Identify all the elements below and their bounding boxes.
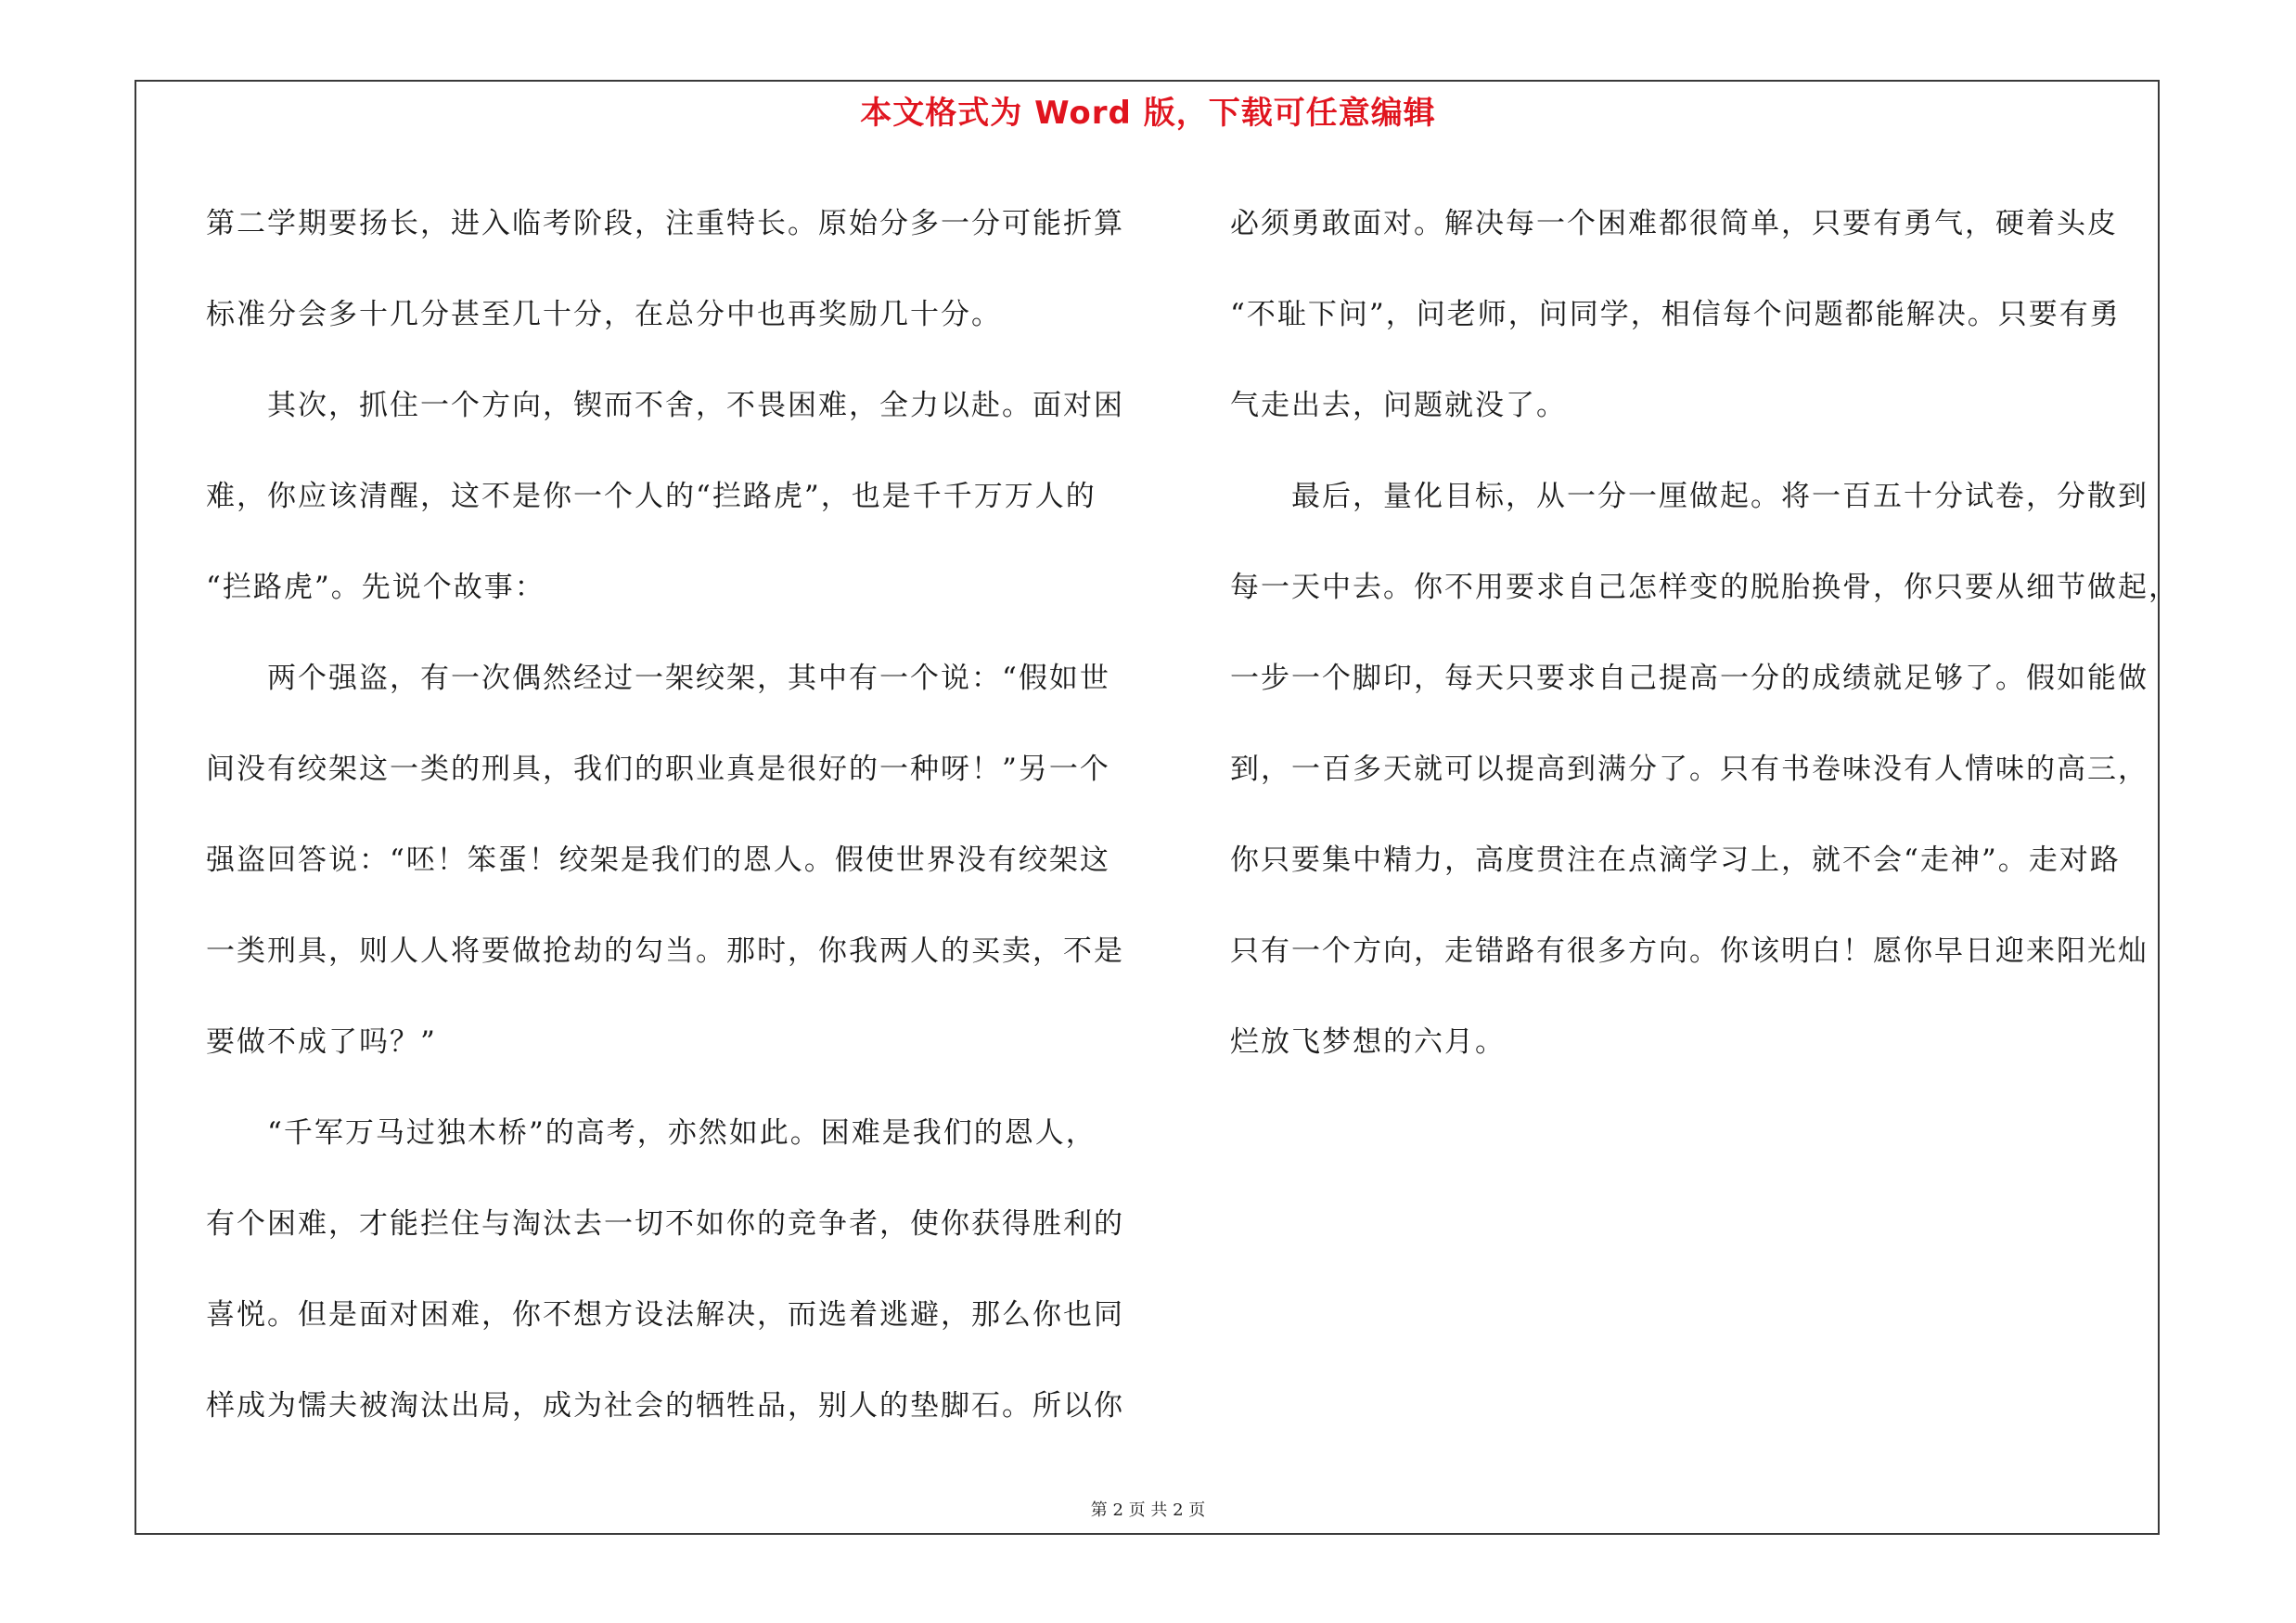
text-line: 烂放飞梦想的六月。 (1230, 1025, 1506, 1059)
text-line: 只有一个方向，走错路有很多方向。你该明白！愿你早日迎来阳光灿 (1230, 934, 2148, 968)
text-line: “千军万马过独木桥”的高考，亦然如此。困难是我们的恩人， (267, 1116, 1097, 1150)
text-line: 间没有绞架这一类的刑具，我们的职业真是很好的一种呀！”另一个 (206, 753, 1110, 786)
text-line: 难，你应该清醒，这不是你一个人的“拦路虎”，也是千千万万人的 (206, 480, 1097, 513)
text-line: 最后，量化目标，从一分一厘做起。将一百五十分试卷，分散到 (1291, 480, 2148, 513)
text-line: 每一天中去。你不用要求自己怎样变的脱胎换骨，你只要从细节做起， (1230, 571, 2179, 604)
text-line: 样成为懦夫被淘汰出局，成为社会的牺牲品，别人的垫脚石。所以你 (206, 1389, 1124, 1423)
text-line: 第二学期要扬长，进入临考阶段，注重特长。原始分多一分可能折算 (206, 207, 1124, 240)
right-column (1230, 178, 2179, 1088)
text-line: “拦路虎”。先说个故事： (206, 571, 545, 604)
text-line: 到，一百多天就可以提高到满分了。只有书卷味没有人情味的高三， (1230, 753, 2148, 786)
text-line: 要做不成了吗？” (206, 1025, 437, 1059)
text-line: 两个强盗，有一次偶然经过一架绞架，其中有一个说：“假如世 (267, 662, 1110, 695)
text-line: 喜悦。但是面对困难，你不想方设法解决，而选着逃避，那么你也同 (206, 1298, 1124, 1332)
text-line: 你只要集中精力，高度贯注在点滴学习上，就不会“走神”。走对路 (1230, 844, 2121, 877)
text-line: 必须勇敢面对。解决每一个困难都很简单，只要有勇气，硬着头皮 (1230, 207, 2118, 240)
header-banner: 本文格式为 Word 版，下载可任意编辑 (860, 95, 1436, 132)
text-line: 标准分会多十几分甚至几十分，在总分中也再奖励几十分。 (206, 298, 1002, 331)
text-line: 强盗回答说：“呸！笨蛋！绞架是我们的恩人。假使世界没有绞架这 (206, 844, 1110, 877)
text-line: 气走出去，问题就没了。 (1230, 389, 1567, 422)
text-line: 一类刑具，则人人将要做抢劫的勾当。那时，你我两人的买卖，不是 (206, 934, 1124, 968)
text-line: “不耻下问”，问老师，问同学，相信每个问题都能解决。只要有勇 (1230, 298, 2121, 331)
left-column (206, 178, 1124, 1451)
page-footer: 第 2 页 共 2 页 (1090, 1501, 1206, 1520)
text-line: 一步一个脚印，每天只要求自己提高一分的成绩就足够了。假如能做 (1230, 662, 2148, 695)
text-line: 其次，抓住一个方向，锲而不舍，不畏困难，全力以赴。面对困 (267, 389, 1124, 422)
text-line: 有个困难，才能拦住与淘汰去一切不如你的竞争者，使你获得胜利的 (206, 1207, 1124, 1241)
